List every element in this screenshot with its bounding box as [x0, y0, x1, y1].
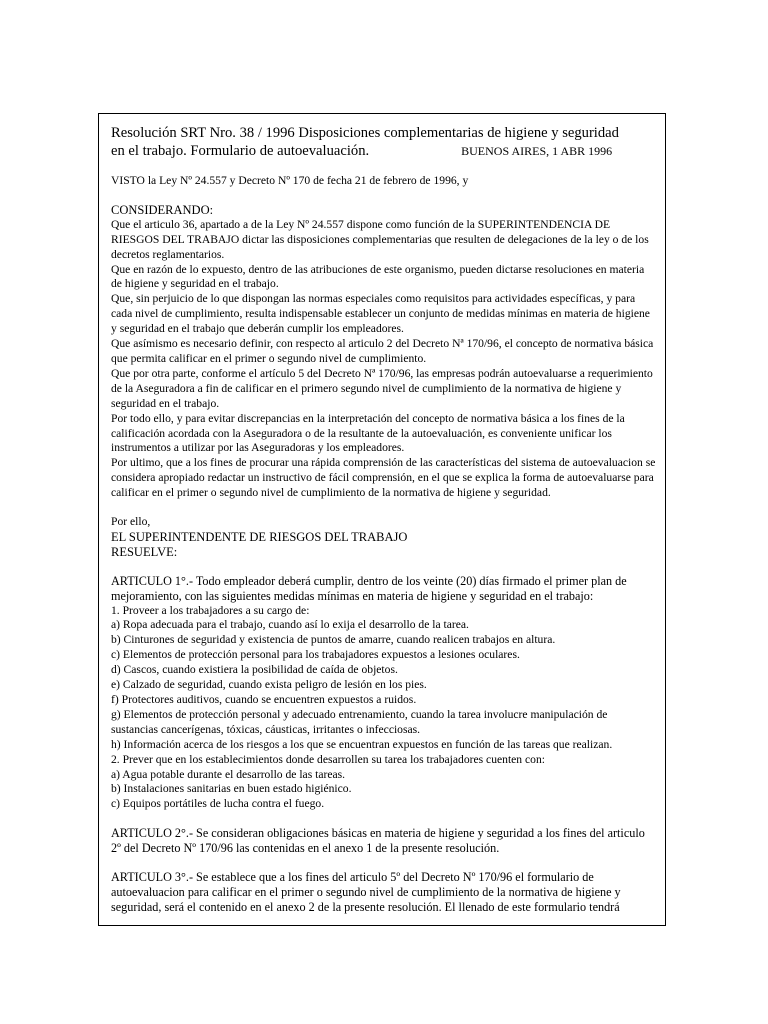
document-frame — [98, 113, 666, 926]
articulo-1-item: h) Información acerca de los riesgos a los que se encuentran expuestos en función de las tareas que realizan. — [111, 737, 613, 751]
articulo-1-item: c) Elementos de protección personal para los trabajadores expuestos a lesiones oculares. — [111, 648, 520, 662]
considerando-paragraph: Por todo ello, y para evitar discrepancias en la interpretación del concepto de normativa básica a los fines de la calificación acordada con la Aseguradora o de la resultante de la autoevaluación, es conveniente unificar los instrumentos a utilizar por las Aseguradoras y los empleadores. — [111, 411, 625, 455]
resuelve-heading: RESUELVE: — [111, 544, 178, 559]
title-line-1: Resolución SRT Nro. 38 / 1996 Disposiciones complementarias de higiene y seguridad — [111, 125, 619, 141]
considerando-paragraph: Que el articulo 36, apartado a de la Ley Nº 24.557 dispone como función de la SUPERINTENDENCIA DE RIESGOS DEL TRABAJO dictar las disposiciones complementarias que resulten de delegaciones de la ley o de los decretos reglamentarios. — [111, 217, 649, 261]
articulo-1-item: 2. Prever que en los establecimientos donde desarrollen su tarea los trabajadores cuenten con: — [111, 752, 545, 766]
title-line-2: en el trabajo. Formulario de autoevaluación. — [111, 143, 370, 159]
articulo-1-intro: ARTICULO 1°.- Todo empleador deberá cumplir, dentro de los veinte (20) días firmado el primer plan de mejoramiento, con las siguientes medidas mínimas en materia de higiene y seguridad en el trabajo: — [111, 573, 627, 603]
articulo-3: ARTICULO 3°.- Se establece que a los fines del articulo 5º del Decreto Nº 170/96 el formulario de autoevaluacion para calificar en el primer o segundo nivel de cumplimiento de la normativa de higiene y seguridad, será el contenido en el anexo 2 de la presente resolución. El llenado de este formulario tendrá — [111, 870, 621, 914]
articulo-1-item: g) Elementos de protección personal y adecuado entrenamiento, cuando la tarea involucre manipulación de sustancias cancerígenas, tóxicas, cáusticas, irritantes o infecciosas. — [111, 707, 608, 736]
document-title — [111, 124, 656, 160]
considerando-paragraph: Que, sin perjuicio de lo que dispongan las normas especiales como requisitos para actividades específicas, y para cada nivel de cumplimiento, resulta indispensable establecer un conjunto de medidas mínimas en materia de higiene y seguridad en el trabajo que deberán cumplir los empleadores. — [111, 292, 650, 336]
considerando-paragraph: Que en razón de lo expuesto, dentro de las atribuciones de este organismo, pueden dictarse resoluciones en materia de higiene y seguridad en el trabajo. — [111, 262, 645, 291]
articulo-1-item: b) Cinturones de seguridad y existencia de puntos de amarre, cuando realicen trabajos en altura. — [111, 633, 556, 647]
articulo-1-item: c) Equipos portátiles de lucha contra el fuego. — [111, 797, 325, 811]
visto-paragraph: VISTO la Ley Nº 24.557 y Decreto Nº 170 de fecha 21 de febrero de 1996, y — [111, 174, 469, 187]
dateline: BUENOS AIRES, 1 ABR 1996 — [461, 144, 613, 158]
articulo-1-item: a) Ropa adecuada para el trabajo, cuando así lo exija el desarrollo de la tarea. — [111, 618, 469, 632]
authority-heading: EL SUPERINTENDENTE DE RIESGOS DEL TRABAJO — [111, 529, 408, 544]
considerando-paragraph: Por ultimo, que a los fines de procurar una rápida comprensión de las características del sistema de autoevaluacion se considera apropiado redactar un instructivo de fácil comprensión, en el que se explica la forma de autoevaluarse para calificar en el primer o segundo nivel de cumplimiento de la normativa de higiene y seguridad. — [111, 456, 656, 500]
articulo-1-item: b) Instalaciones sanitarias en buen estado higiénico. — [111, 782, 352, 796]
articulo-2: ARTICULO 2°.- Se consideran obligaciones básicas en materia de higiene y seguridad a los fines del articulo 2º del Decreto Nº 170/96 las contenidas en el anexo 1 de la presente resolución. — [111, 826, 645, 856]
articulo-1-item: e) Calzado de seguridad, cuando exista peligro de lesión en los pies. — [111, 678, 427, 692]
considerando-heading: CONSIDERANDO: — [111, 202, 214, 217]
articulo-1-item: 1. Proveer a los trabajadores a su cargo de: — [111, 603, 310, 617]
articulo-1-item: d) Cascos, cuando existiera la posibilidad de caída de objetos. — [111, 663, 398, 677]
articulo-1-item: f) Protectores auditivos, cuando se encuentren expuestos a ruidos. — [111, 693, 417, 706]
considerando-paragraph: Que asímismo es necesario definir, con respecto al articulo 2 del Decreto Nª 170/96, el concepto de normativa básica que permita calificar en el primer o segundo nivel de cumplimiento. — [111, 337, 654, 365]
articulo-1-item: a) Agua potable durante el desarrollo de las tareas. — [111, 767, 346, 781]
por-ello: Por ello, — [111, 515, 151, 529]
document-body — [111, 160, 656, 915]
considerando-paragraph: Que por otra parte, conforme el artículo 5 del Decreto Nª 170/96, las empresas podrán autoevaluarse a requerimiento de la Aseguradora a fin de calificar en el primero segundo nivel de cumplimiento de la normativa de higiene y seguridad en el trabajo. — [111, 366, 653, 410]
